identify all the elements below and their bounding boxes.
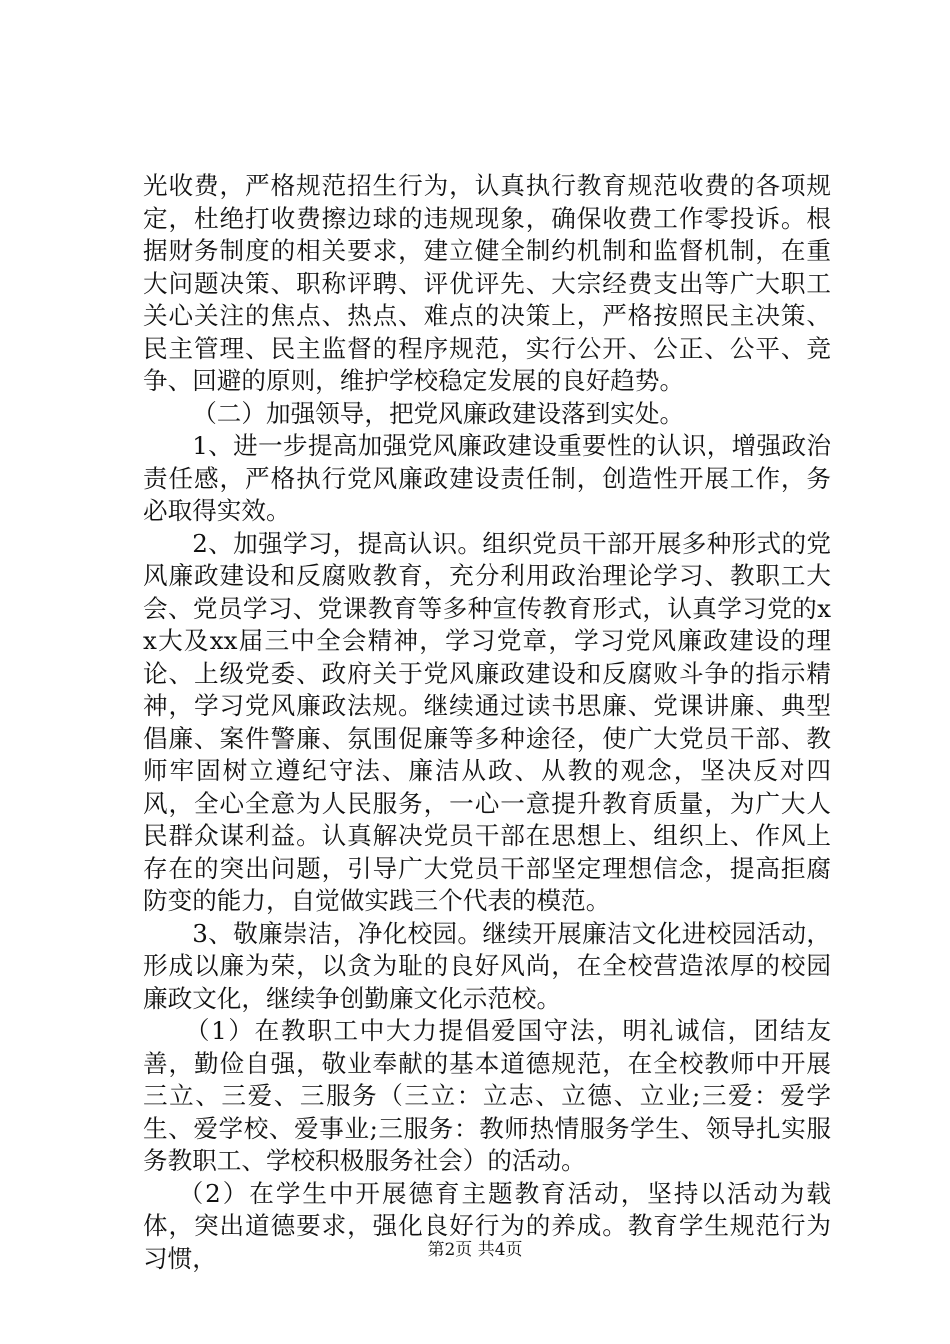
paragraph-item-2: 2、加强学习，提高认识。组织党员干部开展多种形式的党风廉政建设和反腐败教育，充分利用政治理论学习、教职工大会、党员学习、党课教育等多种宣传教育形式，认真学习党的xx大及xx届三中全会精神，学习党章，学习党风廉政建设的理论、上级党委、政府关于党风廉政建设和反腐败斗争的指示精神，学习党风廉政法规。继续通过读书思廉、党课讲廉、典型倡廉、案件警廉、氛围促廉等多种途径，使广大党员干部、教师牢固树立遵纪守法、廉洁从政、从教的观念，坚决反对四风，全心全意为人民服务，一心一意提升教育质量，为广大人民群众谋利益。认真解决党员干部在思想上、组织上、作风上存在的突出问题，引导广大党员干部坚定理想信念，提高拒腐防变的能力，自觉做实践三个代表的模范。 — [143, 528, 831, 915]
paragraph-item-1: 1、进一步提高加强党风廉政建设重要性的认识，增强政治责任感，严格执行党风廉政建设责任制，创造性开展工作，务必取得实效。 — [143, 431, 831, 525]
page-number: 第2页 共4页 — [427, 1240, 523, 1260]
paragraph-item-3: 3、敬廉崇洁，净化校园。继续开展廉洁文化进校园活动，形成以廉为荣，以贪为耻的良好风尚，在全校营造浓厚的校园廉政文化，继续争创勤廉文化示范校。 — [143, 918, 831, 1013]
paragraph-subitem-1: （1）在教职工中大力提倡爱国守法，明礼诚信，团结友善，勤俭自强，敬业奉献的基本道德规范，在全校教师中开展三立、三爱、三服务（三立：立志、立德、立业;三爱：爱学生、爱学校、爱事业;三服务：教师热情服务学生、领导扎实服务教职工、学校积极服务社会）的活动。 — [143, 1016, 831, 1175]
page-footer — [0, 1239, 950, 1261]
section-heading-leadership: （二）加强领导，把党风廉政建设落到实处。 — [192, 398, 685, 428]
paragraph-fees-and-decisions: 光收费，严格规范招生行为，认真执行教育规范收费的各项规定，杜绝打收费擦边球的违规现象，确保收费工作零投诉。根据财务制度的相关要求，建立健全制约机制和监督机制，在重大问题决策、职称评聘、评优评先、大宗经费支出等广大职工关心关注的焦点、热点、难点的决策上，严格按照民主决策、民主管理、民主监督的程序规范，实行公开、公正、公平、竞争、回避的原则，维护学校稳定发展的良好趋势。 — [143, 171, 831, 395]
document-body — [143, 170, 831, 1275]
paragraph-subitem-2: （2）在学生中开展德育主题教育活动，坚持以活动为载体，突出道德要求，强化良好行为的养成。教育学生规范行为习惯， — [143, 1178, 831, 1273]
